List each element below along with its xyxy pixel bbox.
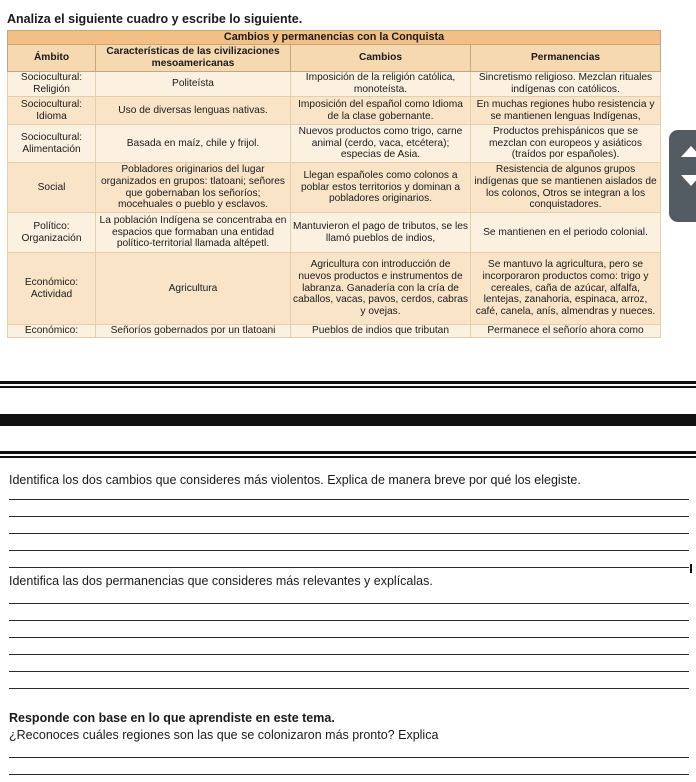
text-cursor	[690, 564, 692, 573]
table-row	[8, 97, 661, 125]
cell-caracteristicas: Agricultura	[96, 253, 291, 325]
cell-ambito: Económico:	[8, 325, 96, 338]
table-row	[8, 125, 661, 163]
cell-permanencias: Sincretismo religioso. Mezclan rituales indígenas con católicos.	[471, 72, 661, 97]
cell-caracteristicas: Politeísta	[96, 72, 291, 97]
cell-permanencias: Productos prehispánicos que se mezclan con europeos y asiáticos (traídos por españoles).	[471, 125, 661, 163]
question-3: ¿Reconoces cuáles regiones son las que se colonizaron más pronto? Explica	[9, 728, 439, 742]
question-2: Identifica las dos permanencias que consideres más relevantes y explícalas.	[9, 574, 433, 588]
cell-permanencias: En muchas regiones hubo resistencia y se mantienen lenguas Indígenas,	[471, 97, 661, 125]
divider-bar	[0, 381, 696, 384]
cell-caracteristicas: Señoríos gobernados por un tlatoani	[96, 325, 291, 338]
table-row	[8, 325, 661, 338]
cell-cambios: Imposición del español como Idioma de la clase gobernante.	[291, 97, 471, 125]
scroll-down-arrow-icon[interactable]	[681, 175, 696, 186]
divider-bar	[0, 456, 696, 458]
cell-cambios: Agricultura con introducción de nuevos productos e instrumentos de labranza. Ganadería con la cría de caballos, vacas, pavos, cerdos, cabras y ovejas.	[291, 253, 471, 325]
cell-ambito: Sociocultural: Idioma	[8, 97, 96, 125]
cell-ambito: Sociocultural: Alimentación	[8, 125, 96, 163]
table-row	[8, 72, 661, 97]
answer-line[interactable]	[9, 774, 689, 775]
answer-line[interactable]	[9, 688, 689, 689]
table-row	[8, 213, 661, 253]
cell-caracteristicas: Basada en maíz, chile y frijol.	[96, 125, 291, 163]
answer-line[interactable]	[9, 654, 689, 655]
cell-cambios: Mantuvieron el pago de tributos, se les llamó pueblos de indios,	[291, 213, 471, 253]
cell-caracteristicas: Pobladores originarios del lugar organizados en grupos: tlatoani; señores que gobernaban los señoríos; mocehuales o pueblo y esclavos.	[96, 163, 291, 213]
divider-bar	[0, 414, 696, 426]
instruction-heading: Analiza el siguiente cuadro y escribe lo siguiente.	[7, 12, 303, 26]
answer-line[interactable]	[9, 499, 689, 500]
answer-line[interactable]	[9, 637, 689, 638]
question-1: Identifica los dos cambios que consideres más violentos. Explica de manera breve por qué los elegiste.	[9, 473, 581, 487]
answer-line[interactable]	[9, 516, 689, 517]
answer-line[interactable]	[9, 671, 689, 672]
header-cambios: Cambios	[291, 45, 471, 72]
cell-caracteristicas: La población Indígena se concentraba en espacios que formaban una entidad político-territorial llamada altépetl.	[96, 213, 291, 253]
answer-line[interactable]	[9, 757, 689, 758]
cell-permanencias: Permanece el señorío ahora como	[471, 325, 661, 338]
cell-permanencias: Se mantuvo la agricultura, pero se incorporaron productos como: trigo y cereales, caña de azúcar, alfalfa, lentejas, zanahoria, espinaca, arroz, café, canela, anís, almendras y nueces.	[471, 253, 661, 325]
table-row	[8, 163, 661, 213]
answer-line[interactable]	[9, 550, 689, 551]
answer-line[interactable]	[9, 533, 689, 534]
cell-caracteristicas: Uso de diversas lenguas nativas.	[96, 97, 291, 125]
cell-ambito: Político: Organización	[8, 213, 96, 253]
divider-bar	[0, 386, 696, 388]
table-row	[8, 253, 661, 325]
cell-permanencias: Se mantienen en el periodo colonial.	[471, 213, 661, 253]
header-permanencias: Permanencias	[471, 45, 661, 72]
answer-line[interactable]	[9, 603, 689, 604]
scroll-up-arrow-icon[interactable]	[681, 146, 696, 157]
header-ambito: Ámbito	[8, 45, 96, 72]
answer-line[interactable]	[9, 620, 689, 621]
cell-ambito: Sociocultural: Religión	[8, 72, 96, 97]
cell-cambios: Imposición de la religión católica, monoteísta.	[291, 72, 471, 97]
header-caracteristicas: Características de las civilizaciones mesoamericanas	[96, 45, 291, 72]
changes-permanences-table	[7, 30, 661, 338]
cell-cambios: Llegan españoles como colonos a poblar estos territorios y dominan a pobladores originarios.	[291, 163, 471, 213]
cell-ambito: Social	[8, 163, 96, 213]
section-title: Responde con base en lo que aprendiste en este tema.	[9, 711, 335, 725]
answer-line[interactable]	[9, 567, 689, 568]
cell-cambios: Pueblos de indios que tributan	[291, 325, 471, 338]
cell-cambios: Nuevos productos como trigo, carne animal (cerdo, vaca, etcétera); especias de Asia.	[291, 125, 471, 163]
cell-permanencias: Resistencia de algunos grupos indígenas que se mantienen aislados de los colonos, Otros se integran a los conquistadores.	[471, 163, 661, 213]
cell-ambito: Económico: Actividad	[8, 253, 96, 325]
divider-bar	[0, 451, 696, 454]
table-title: Cambios y permanencias con la Conquista	[8, 31, 661, 45]
